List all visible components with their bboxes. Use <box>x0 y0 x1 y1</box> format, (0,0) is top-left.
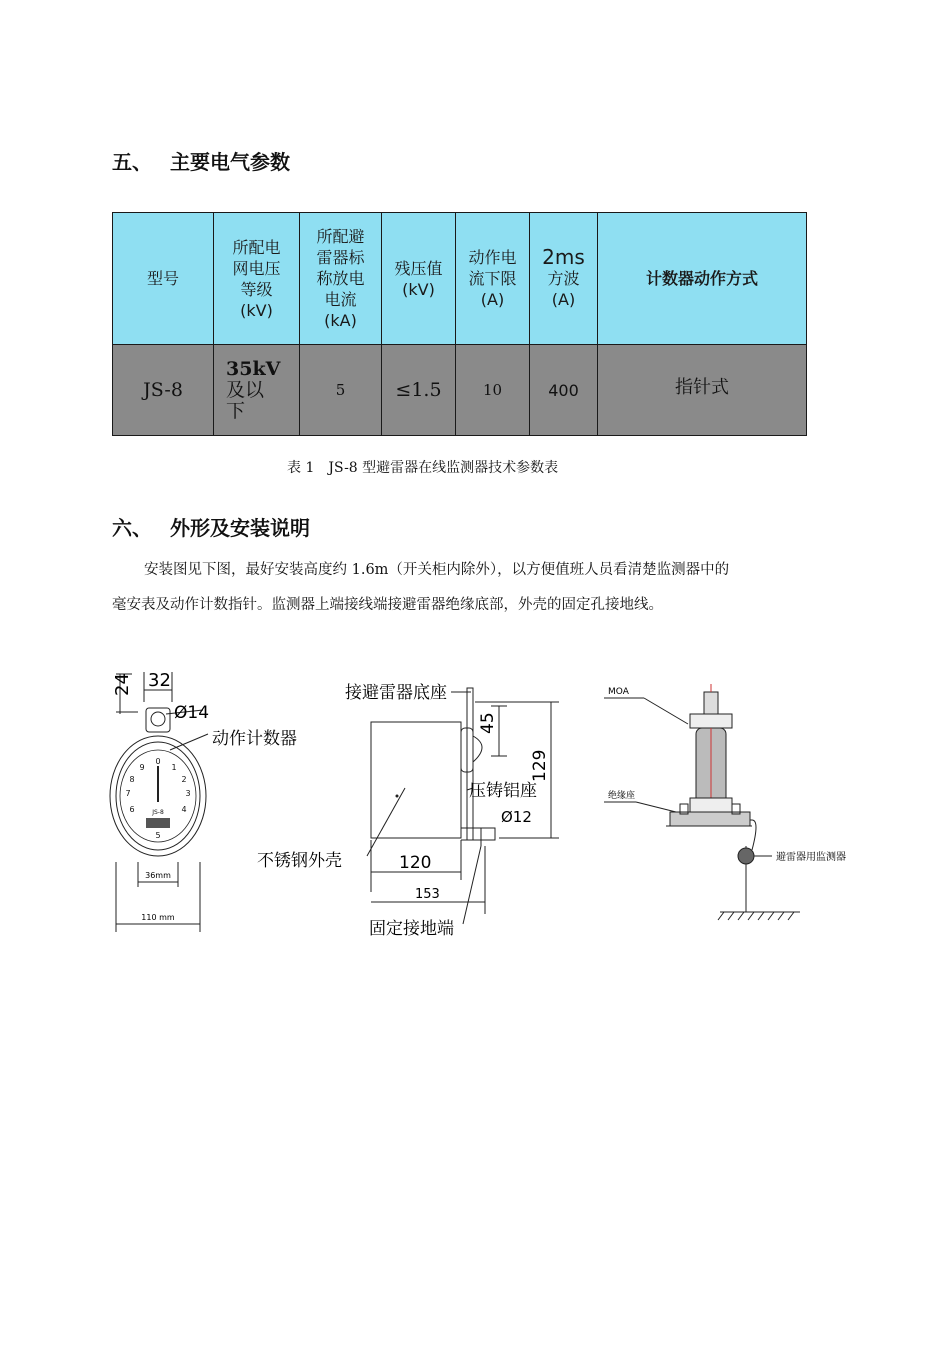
label-insulator: 绝缘座 <box>608 791 636 801</box>
section-5-heading <box>112 146 290 175</box>
header-cell-residual <box>382 213 456 345</box>
cell-square-wave: 400 <box>530 345 598 436</box>
header-cell-counter-mode <box>598 213 807 345</box>
header-line: (kA) <box>324 311 357 330</box>
cell-voltage <box>214 345 300 436</box>
header-cell-voltage <box>214 213 300 345</box>
header-line: 网电压 <box>232 258 281 278</box>
dim-width-top: 32 <box>148 670 171 691</box>
side-view-drawing <box>255 670 570 942</box>
header-line: 所配电 <box>232 237 281 257</box>
header-cell-discharge-current <box>300 213 382 345</box>
voltage-line: 35kV <box>226 357 281 380</box>
label-monitor: 避雷器用监测器 <box>776 852 846 863</box>
dial-number: 9 <box>139 763 145 772</box>
cell-action-current: 10 <box>456 345 530 436</box>
label-counter: 动作计数器 <box>212 729 297 749</box>
cell-model: JS-8 <box>113 345 214 436</box>
header-line: (kV) <box>240 300 273 320</box>
header-line: 动作电 <box>468 248 517 267</box>
dial-number: 1 <box>171 763 177 772</box>
section-6-title: 外形及安装说明 <box>170 516 310 540</box>
header-model-text: 型号 <box>146 269 179 288</box>
label-top: 接避雷器底座 <box>345 683 447 703</box>
dial-number: 3 <box>185 789 191 798</box>
header-cell-action-current <box>456 213 530 345</box>
paragraph-line: 毫安表及动作计数指针。监测器上端接线端接避雷器绝缘底部，外壳的固定孔接地线。 <box>112 597 663 613</box>
header-line: 残压值 <box>394 258 443 278</box>
dim-153: 153 <box>415 887 440 902</box>
dim-height: 24 <box>112 673 133 696</box>
header-line: 等级 <box>240 279 273 299</box>
header-line: 方波 <box>547 269 580 288</box>
header-line: (A) <box>480 290 505 309</box>
dim-45: 45 <box>478 712 498 734</box>
dim-120: 120 <box>399 853 432 873</box>
label-ground: 固定接地端 <box>369 919 454 939</box>
spec-table-header-row <box>113 213 807 345</box>
install-paragraph <box>112 553 808 623</box>
header-line: 流下限 <box>468 269 517 288</box>
section-6-number: 六、 <box>112 516 152 540</box>
label-shell: 不锈钢外壳 <box>257 851 342 871</box>
table-row <box>113 345 807 436</box>
voltage-line: 及以 <box>226 378 265 401</box>
dial-nameplate <box>146 818 170 828</box>
dial-number: 2 <box>181 775 187 784</box>
table-caption: 表 1 JS-8 型避雷器在线监测器技术参数表 <box>287 460 559 476</box>
header-line: 电流 <box>324 290 357 309</box>
label-base: 压铸铝座 <box>469 781 537 801</box>
cell-counter-mode: 指针式 <box>598 345 807 436</box>
header-cell-square-wave <box>530 213 598 345</box>
header-line: 2ms <box>542 245 585 269</box>
section-5-title: 主要电气参数 <box>170 150 290 174</box>
dim-129: 129 <box>530 749 550 782</box>
header-line: 所配避 <box>316 227 365 246</box>
cell-discharge-current: 5 <box>300 345 382 436</box>
cell-residual: ≤1.5 <box>382 345 456 436</box>
dim-hole-side: Ø12 <box>501 808 532 826</box>
header-line: 雷器标 <box>316 248 365 267</box>
dial-model: JS-8 <box>152 809 164 816</box>
section-6-heading <box>112 512 310 541</box>
dial-number: 6 <box>129 805 135 814</box>
spec-table <box>112 212 807 436</box>
paragraph-line: 安装图见下图，最好安装高度约 1.6m（开关柜内除外），以方便值班人员看清楚监测器中的 <box>144 562 730 578</box>
install-diagram <box>600 680 890 925</box>
header-line: (kV) <box>402 279 435 299</box>
header-line: (A) <box>551 290 576 309</box>
dial-number: 5 <box>155 831 161 840</box>
dial-number: 0 <box>155 757 161 766</box>
dial-number: 8 <box>129 775 135 784</box>
dim-inner: 36mm <box>145 871 171 880</box>
voltage-line: 下 <box>226 399 246 422</box>
header-counter-text: 计数器动作方式 <box>645 269 758 288</box>
header-cell-model <box>113 213 214 345</box>
section-5-number: 五、 <box>112 150 152 174</box>
dim-hole: Ø14 <box>174 703 210 723</box>
dial-number: 7 <box>125 789 131 798</box>
dim-outer: 110 mm <box>141 913 175 922</box>
header-line: 称放电 <box>316 269 365 288</box>
label-moa: MOA <box>608 687 629 697</box>
dial-number: 4 <box>181 805 187 814</box>
